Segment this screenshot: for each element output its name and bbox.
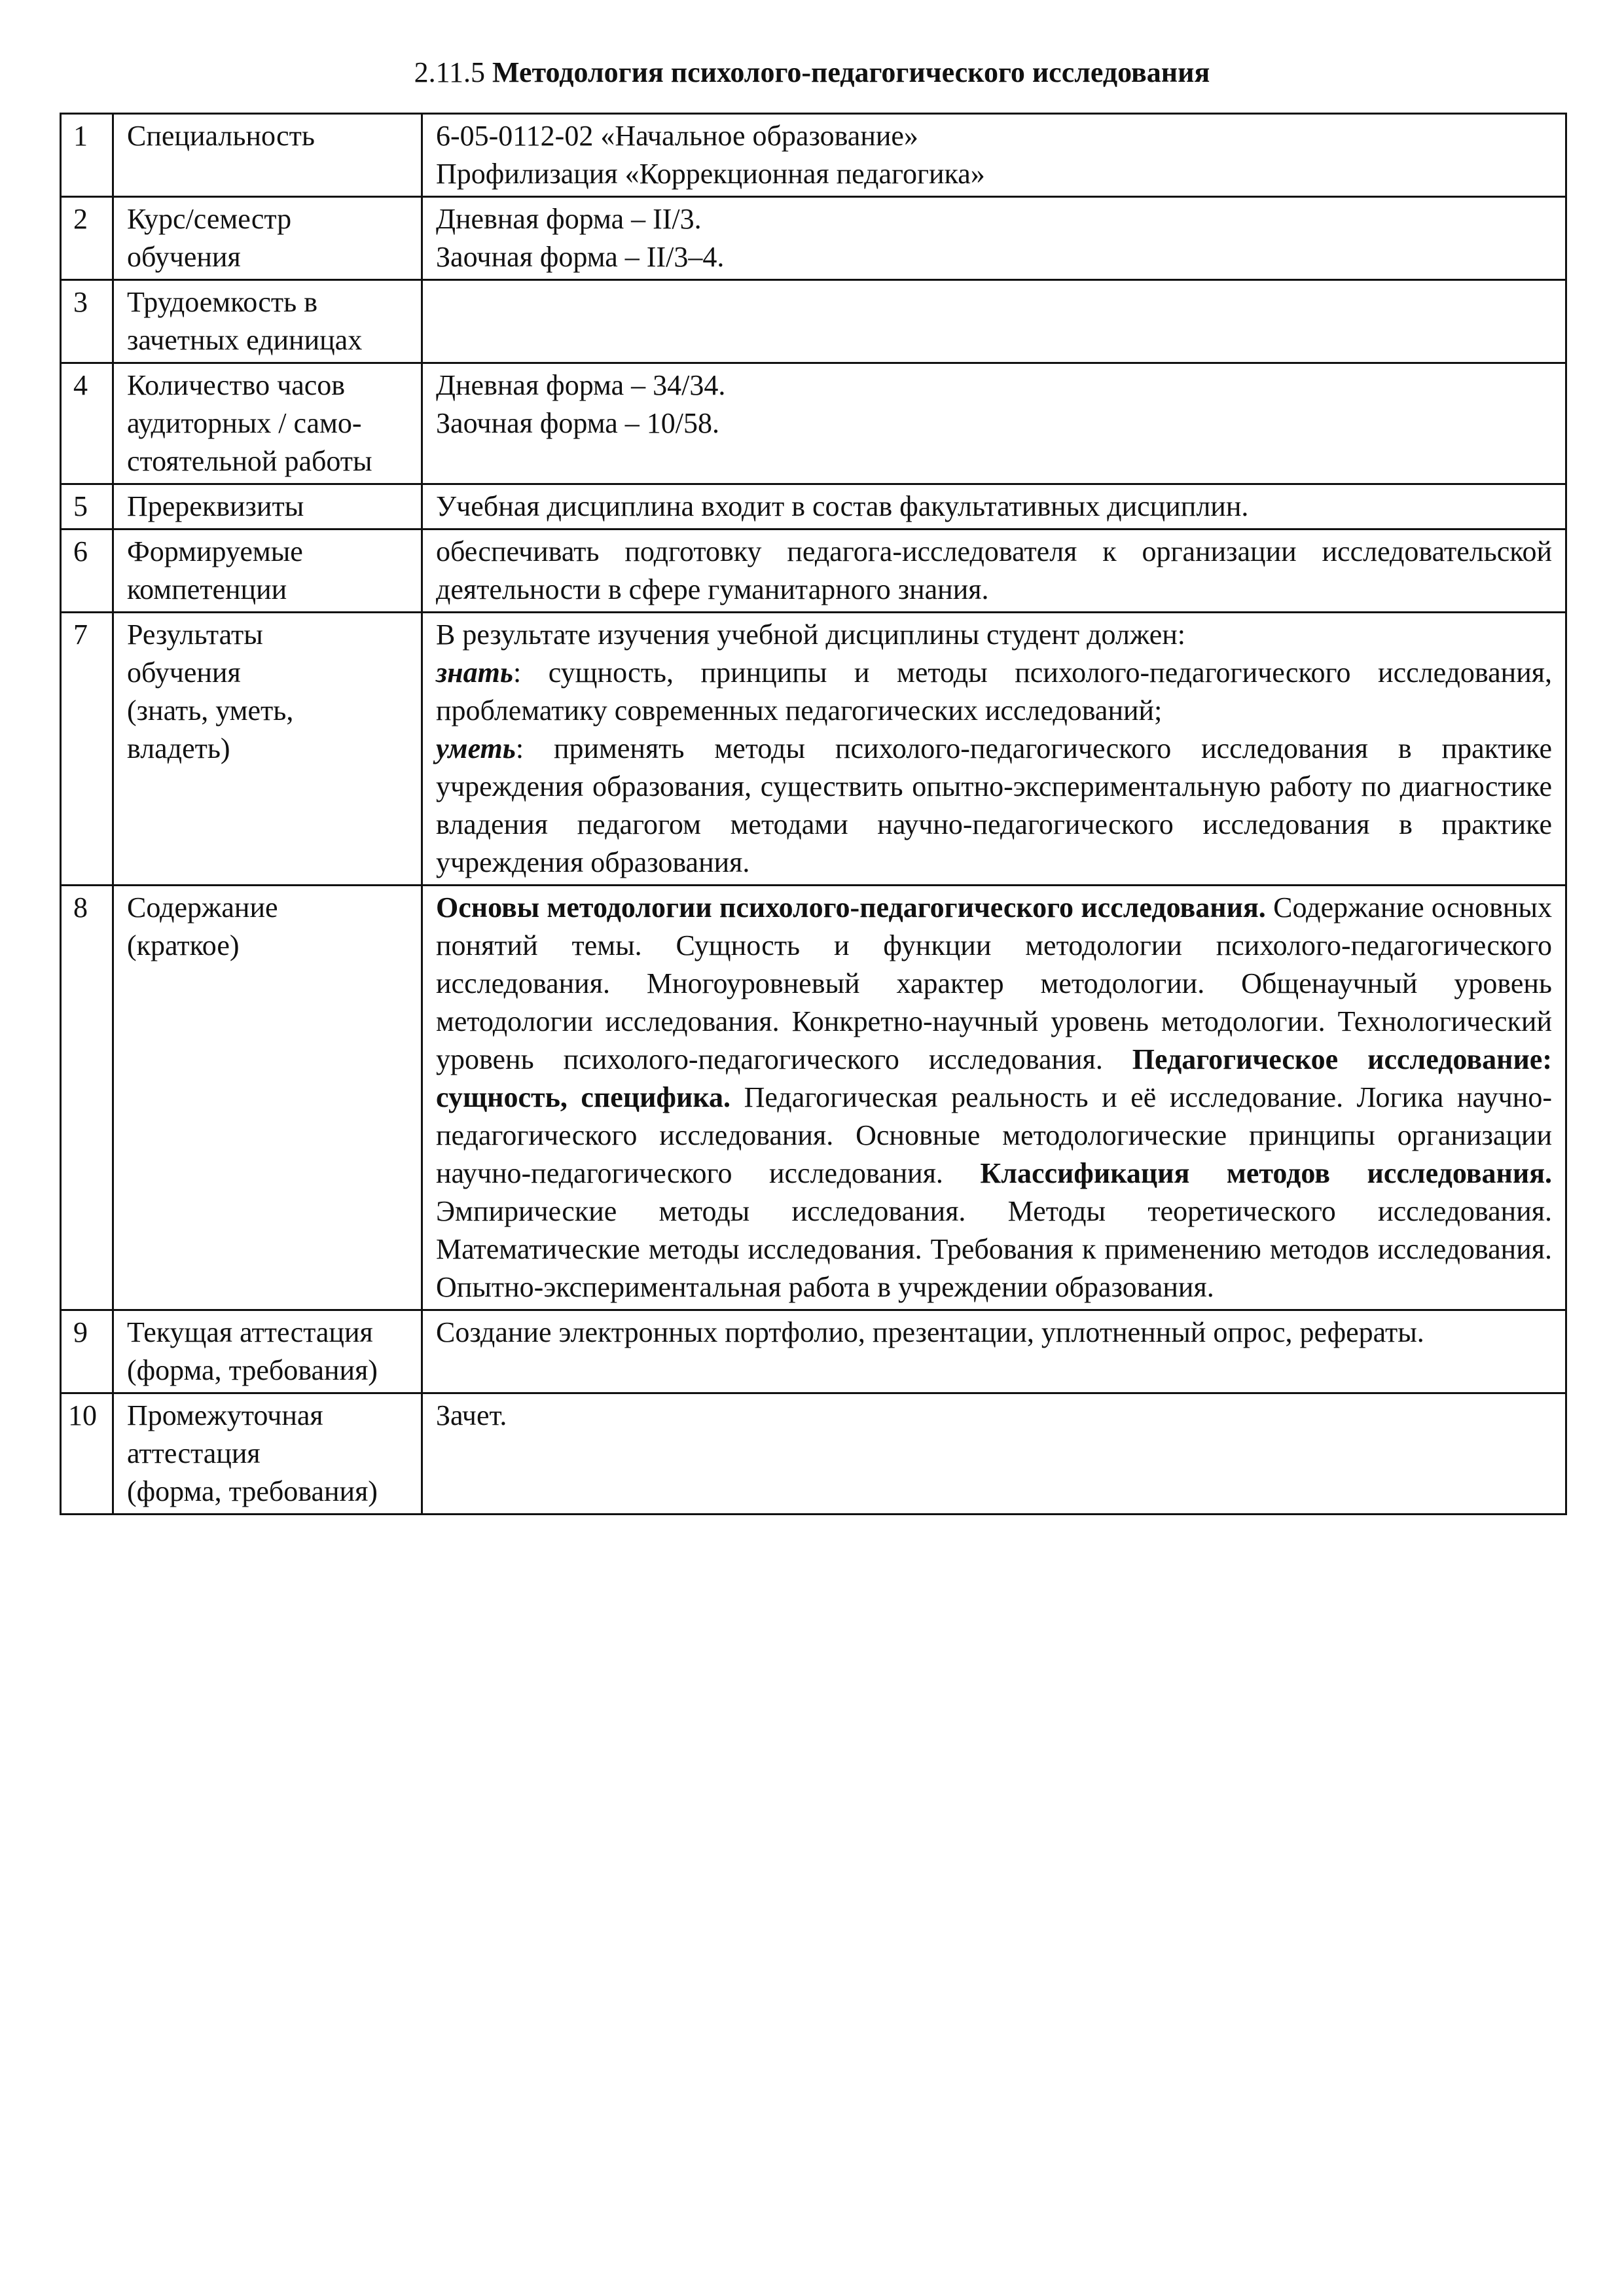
label-line: Промежуточная xyxy=(127,1399,323,1431)
row-label xyxy=(113,280,422,363)
table-row xyxy=(61,1310,1566,1393)
value-line: Дневная форма – II/3. xyxy=(436,203,702,235)
value-text: Учебная дисциплина входит в состав факультативных дисциплин. xyxy=(436,490,1249,522)
label-line: стоятельной работы xyxy=(127,445,372,477)
label-line: Пререквизиты xyxy=(127,490,304,522)
content-text: Эмпирические методы исследования. Методы теоретического исследования. Математические методы исследования. Требования к применению методов исследования. Опытно-экспериментальная работа в учреждении образования. xyxy=(436,1195,1552,1303)
row-label xyxy=(113,613,422,886)
can-text: : применять методы психолого-педагогического исследования в практике учреждения образования, существить опытно-экспериментальную работу по диагностике владения педагогом методами научно-педагогического исследования в практике учреждения образования. xyxy=(436,732,1552,878)
label-line: обучения xyxy=(127,241,241,273)
row-label xyxy=(113,114,422,197)
row-number: 10 xyxy=(61,1393,113,1515)
row-value xyxy=(422,886,1566,1310)
row-value-empty xyxy=(422,280,1566,363)
row-number: 5 xyxy=(61,484,113,529)
value-text: Зачет. xyxy=(436,1399,507,1431)
row-value xyxy=(422,197,1566,280)
label-line: Трудоемкость в xyxy=(127,286,317,318)
label-line: (краткое) xyxy=(127,929,240,961)
row-number: 1 xyxy=(61,114,113,197)
discipline-title: Методология психолого-педагогического исследования xyxy=(492,56,1210,88)
row-value xyxy=(422,529,1566,613)
value-line: Дневная форма – 34/34. xyxy=(436,369,726,401)
section-number: 2.11.5 xyxy=(414,56,486,88)
row-value xyxy=(422,1393,1566,1515)
content-text: Педагогическая реальность и её исследование. Логика научно-педагогического исследования. Основные методологические принципы организации научно-педагогического исследования. xyxy=(436,1081,1552,1189)
value-line: 6-05-0112-02 «Начальное образование» xyxy=(436,120,918,152)
know-text: : сущность, принципы и методы психолого-педагогического исследования, проблематику современных педагогических исследований; xyxy=(436,656,1552,726)
row-value xyxy=(422,363,1566,484)
content-heading: Классификация методов исследования. xyxy=(980,1157,1552,1189)
row-label xyxy=(113,484,422,529)
row-value xyxy=(422,613,1566,886)
label-line: (знать, уметь, xyxy=(127,694,294,726)
table-row xyxy=(61,197,1566,280)
value-line: Заочная форма – 10/58. xyxy=(436,407,720,439)
know-term: знать xyxy=(436,656,513,689)
label-line: аттестация xyxy=(127,1437,261,1469)
label-line: Курс/семестр xyxy=(127,203,292,235)
table-row xyxy=(61,529,1566,613)
row-label xyxy=(113,886,422,1310)
label-line: зачетных единицах xyxy=(127,324,363,356)
can-term: уметь xyxy=(436,732,516,764)
can-paragraph xyxy=(436,730,1552,882)
row-number: 9 xyxy=(61,1310,113,1393)
label-line: Содержание xyxy=(127,891,278,924)
table-row xyxy=(61,363,1566,484)
row-number: 6 xyxy=(61,529,113,613)
content-heading: Основы методологии психолого-педагогического исследования. xyxy=(436,891,1266,924)
row-value xyxy=(422,484,1566,529)
label-line: компетенции xyxy=(127,573,287,605)
value-line: Заочная форма – II/3–4. xyxy=(436,241,725,273)
label-line: владеть) xyxy=(127,732,230,764)
table-row xyxy=(61,613,1566,886)
row-value xyxy=(422,1310,1566,1393)
row-number: 4 xyxy=(61,363,113,484)
label-line: (форма, требования) xyxy=(127,1475,378,1507)
table-row xyxy=(61,1393,1566,1515)
label-line: (форма, требования) xyxy=(127,1354,378,1386)
label-line: аудиторных / само- xyxy=(127,407,362,439)
table-row xyxy=(61,484,1566,529)
row-label xyxy=(113,1393,422,1515)
row-value xyxy=(422,114,1566,197)
know-paragraph xyxy=(436,654,1552,730)
row-number: 8 xyxy=(61,886,113,1310)
label-line: Специальность xyxy=(127,120,315,152)
row-label xyxy=(113,363,422,484)
row-number: 7 xyxy=(61,613,113,886)
content-text: Содержание основных понятий темы. Сущность и функции методологии психолого-педагогического исследования. Многоуровневый характер методологии. Общенаучный уровень методологии исследования. Конкретно-научный уровень методологии. Технологический уровень психолого-педагогического исследования. xyxy=(436,891,1552,1075)
table-row xyxy=(61,114,1566,197)
row-label xyxy=(113,1310,422,1393)
content-heading: Педагогическое исследование: сущность, специфика. xyxy=(436,1043,1552,1113)
table-row xyxy=(61,886,1566,1310)
row-number: 2 xyxy=(61,197,113,280)
label-line: Результаты xyxy=(127,619,263,651)
value-text: Создание электронных портфолио, презентации, уплотненный опрос, рефераты. xyxy=(436,1316,1424,1348)
learning-outcomes-intro: В результате изучения учебной дисциплины студент должен: xyxy=(436,619,1186,651)
label-line: обучения xyxy=(127,656,241,689)
row-number: 3 xyxy=(61,280,113,363)
label-line: Количество часов xyxy=(127,369,346,401)
label-line: Текущая аттестация xyxy=(127,1316,373,1348)
label-line: Формируемые xyxy=(127,535,303,567)
row-label xyxy=(113,197,422,280)
value-line: Профилизация «Коррекционная педагогика» xyxy=(436,158,985,190)
course-description-table xyxy=(60,113,1567,1515)
value-text: обеспечивать подготовку педагога-исследователя к организации исследовательской деятельности в сфере гуманитарного знания. xyxy=(436,535,1552,605)
document-heading xyxy=(0,54,1624,92)
table-row xyxy=(61,280,1566,363)
row-label xyxy=(113,529,422,613)
